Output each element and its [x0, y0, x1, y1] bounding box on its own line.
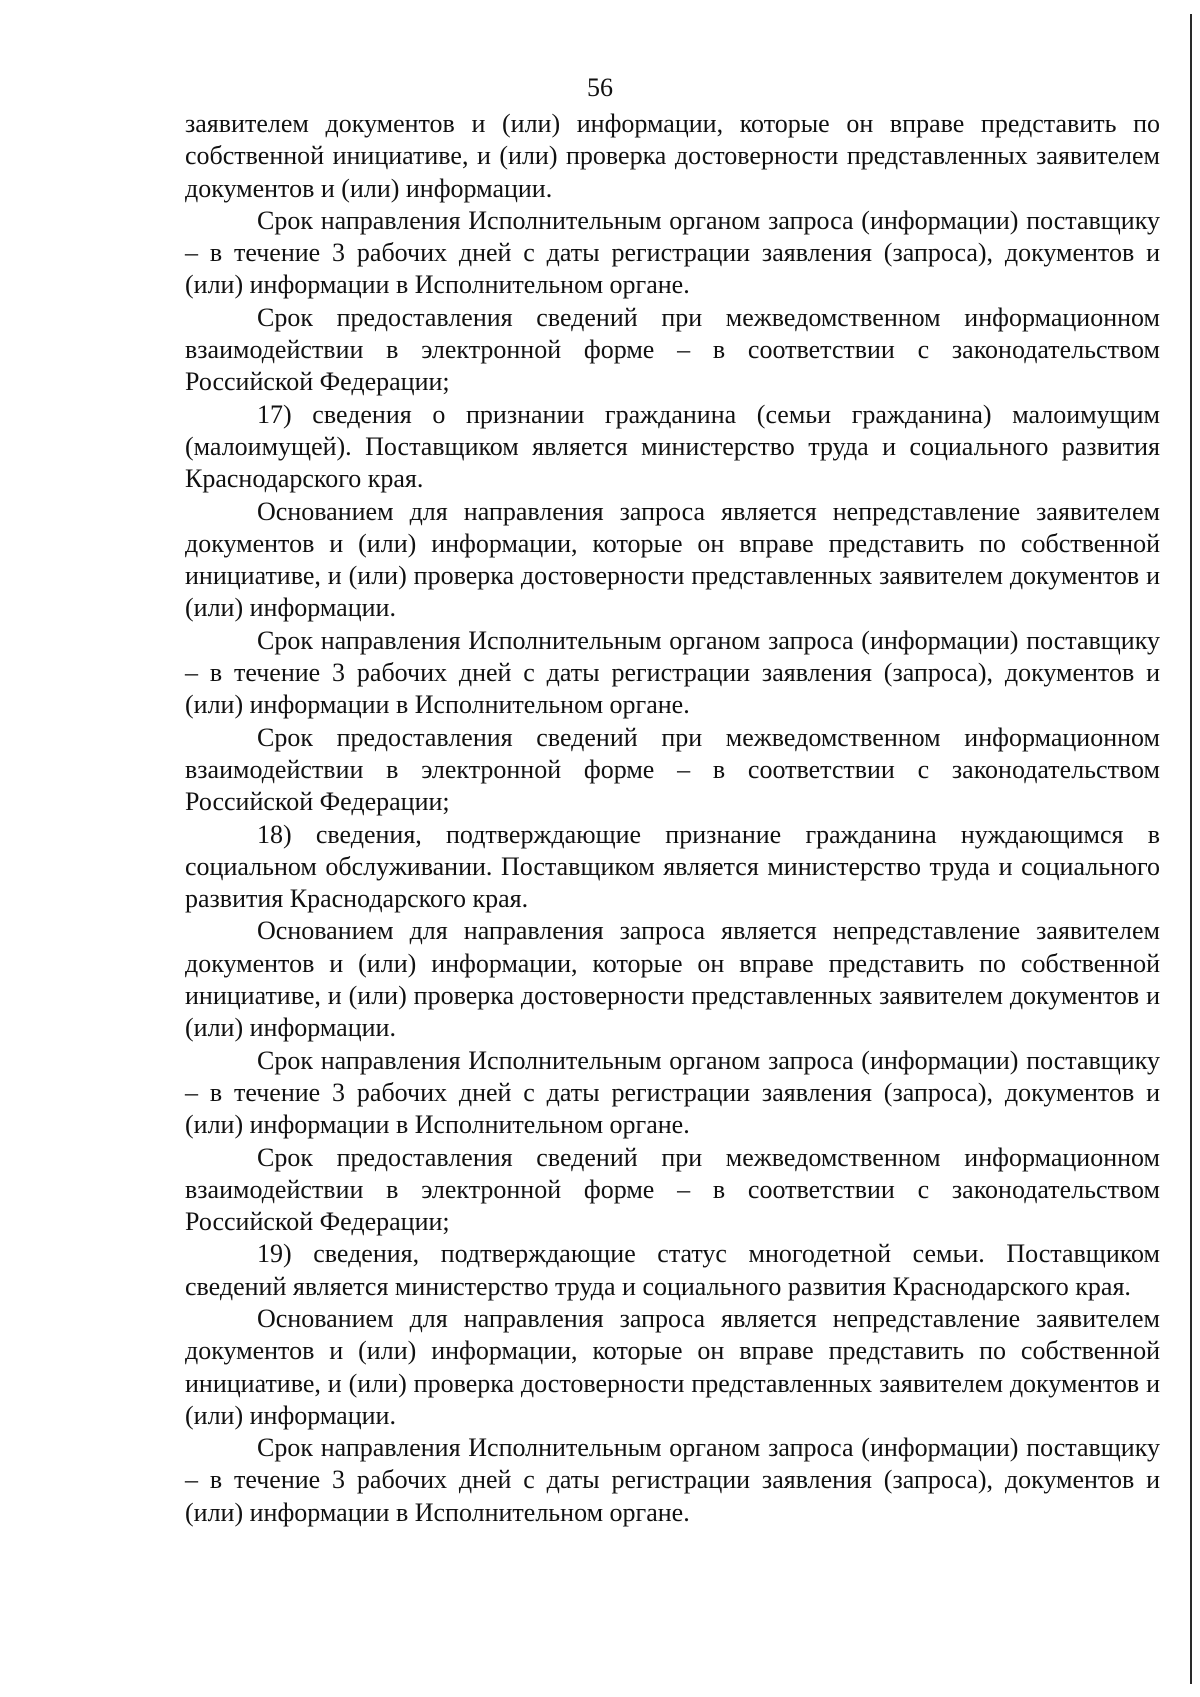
- document-body: [185, 108, 1160, 1529]
- paragraph: Срок направления Исполнительным органом запроса (информации) поставщику – в течение 3 рабочих дней с даты регистрации заявления (запроса), документов и (или) информации в Исполнительном органе.: [185, 205, 1160, 300]
- paragraph: Срок направления Исполнительным органом запроса (информации) поставщику – в течение 3 рабочих дней с даты регистрации заявления (запроса), документов и (или) информации в Исполнительном органе.: [185, 625, 1160, 720]
- paragraph: Основанием для направления запроса является непредставление заявителем документов и (или) информации, которые он вправе представить по собственной инициативе, и (или) проверка достоверности представленных заявителем документов и (или) информации.: [185, 496, 1160, 623]
- paragraph: Срок предоставления сведений при межведомственном информационном взаимодействии в электронной форме – в соответствии с законодательством Российской Федерации;: [185, 722, 1160, 817]
- scan-edge-line: [1190, 14, 1192, 1684]
- paragraph: Срок направления Исполнительным органом запроса (информации) поставщику – в течение 3 рабочих дней с даты регистрации заявления (запроса), документов и (или) информации в Исполнительном органе.: [185, 1433, 1160, 1527]
- paragraph-continuation: заявителем документов и (или) информации, которые он вправе представить по собственной инициативе, и (или) проверка достоверности представленных заявителем документов и (или) информации.: [185, 109, 1160, 203]
- paragraph-item-17: 17) сведения о признании гражданина (семьи гражданина) малоимущим (малоимущей). Поставщиком является министерство труда и социального развития Краснодарского края.: [185, 399, 1160, 494]
- paragraph-item-18: 18) сведения, подтверждающие признание гражданина нуждающимся в социальном обслуживании. Поставщиком является министерство труда и социального развития Краснодарского края.: [185, 819, 1160, 914]
- paragraph: Основанием для направления запроса является непредставление заявителем документов и (или) информации, которые он вправе представить по собственной инициативе, и (или) проверка достоверности представленных заявителем документов и (или) информации.: [185, 916, 1160, 1043]
- page-number: 56: [587, 73, 613, 102]
- paragraph: Срок предоставления сведений при межведомственном информационном взаимодействии в электронной форме – в соответствии с законодательством Российской Федерации;: [185, 302, 1160, 397]
- paragraph: Основанием для направления запроса является непредставление заявителем документов и (или) информации, которые он вправе представить по собственной инициативе, и (или) проверка достоверности представленных заявителем документов и (или) информации.: [185, 1303, 1160, 1430]
- paragraph: Срок направления Исполнительным органом запроса (информации) поставщику – в течение 3 рабочих дней с даты регистрации заявления (запроса), документов и (или) информации в Исполнительном органе.: [185, 1045, 1160, 1140]
- paragraph: Срок предоставления сведений при межведомственном информационном взаимодействии в электронной форме – в соответствии с законодательством Российской Федерации;: [185, 1142, 1160, 1237]
- paragraph-item-19: 19) сведения, подтверждающие статус многодетной семьи. Поставщиком сведений является министерство труда и социального развития Краснодарского края.: [185, 1239, 1160, 1301]
